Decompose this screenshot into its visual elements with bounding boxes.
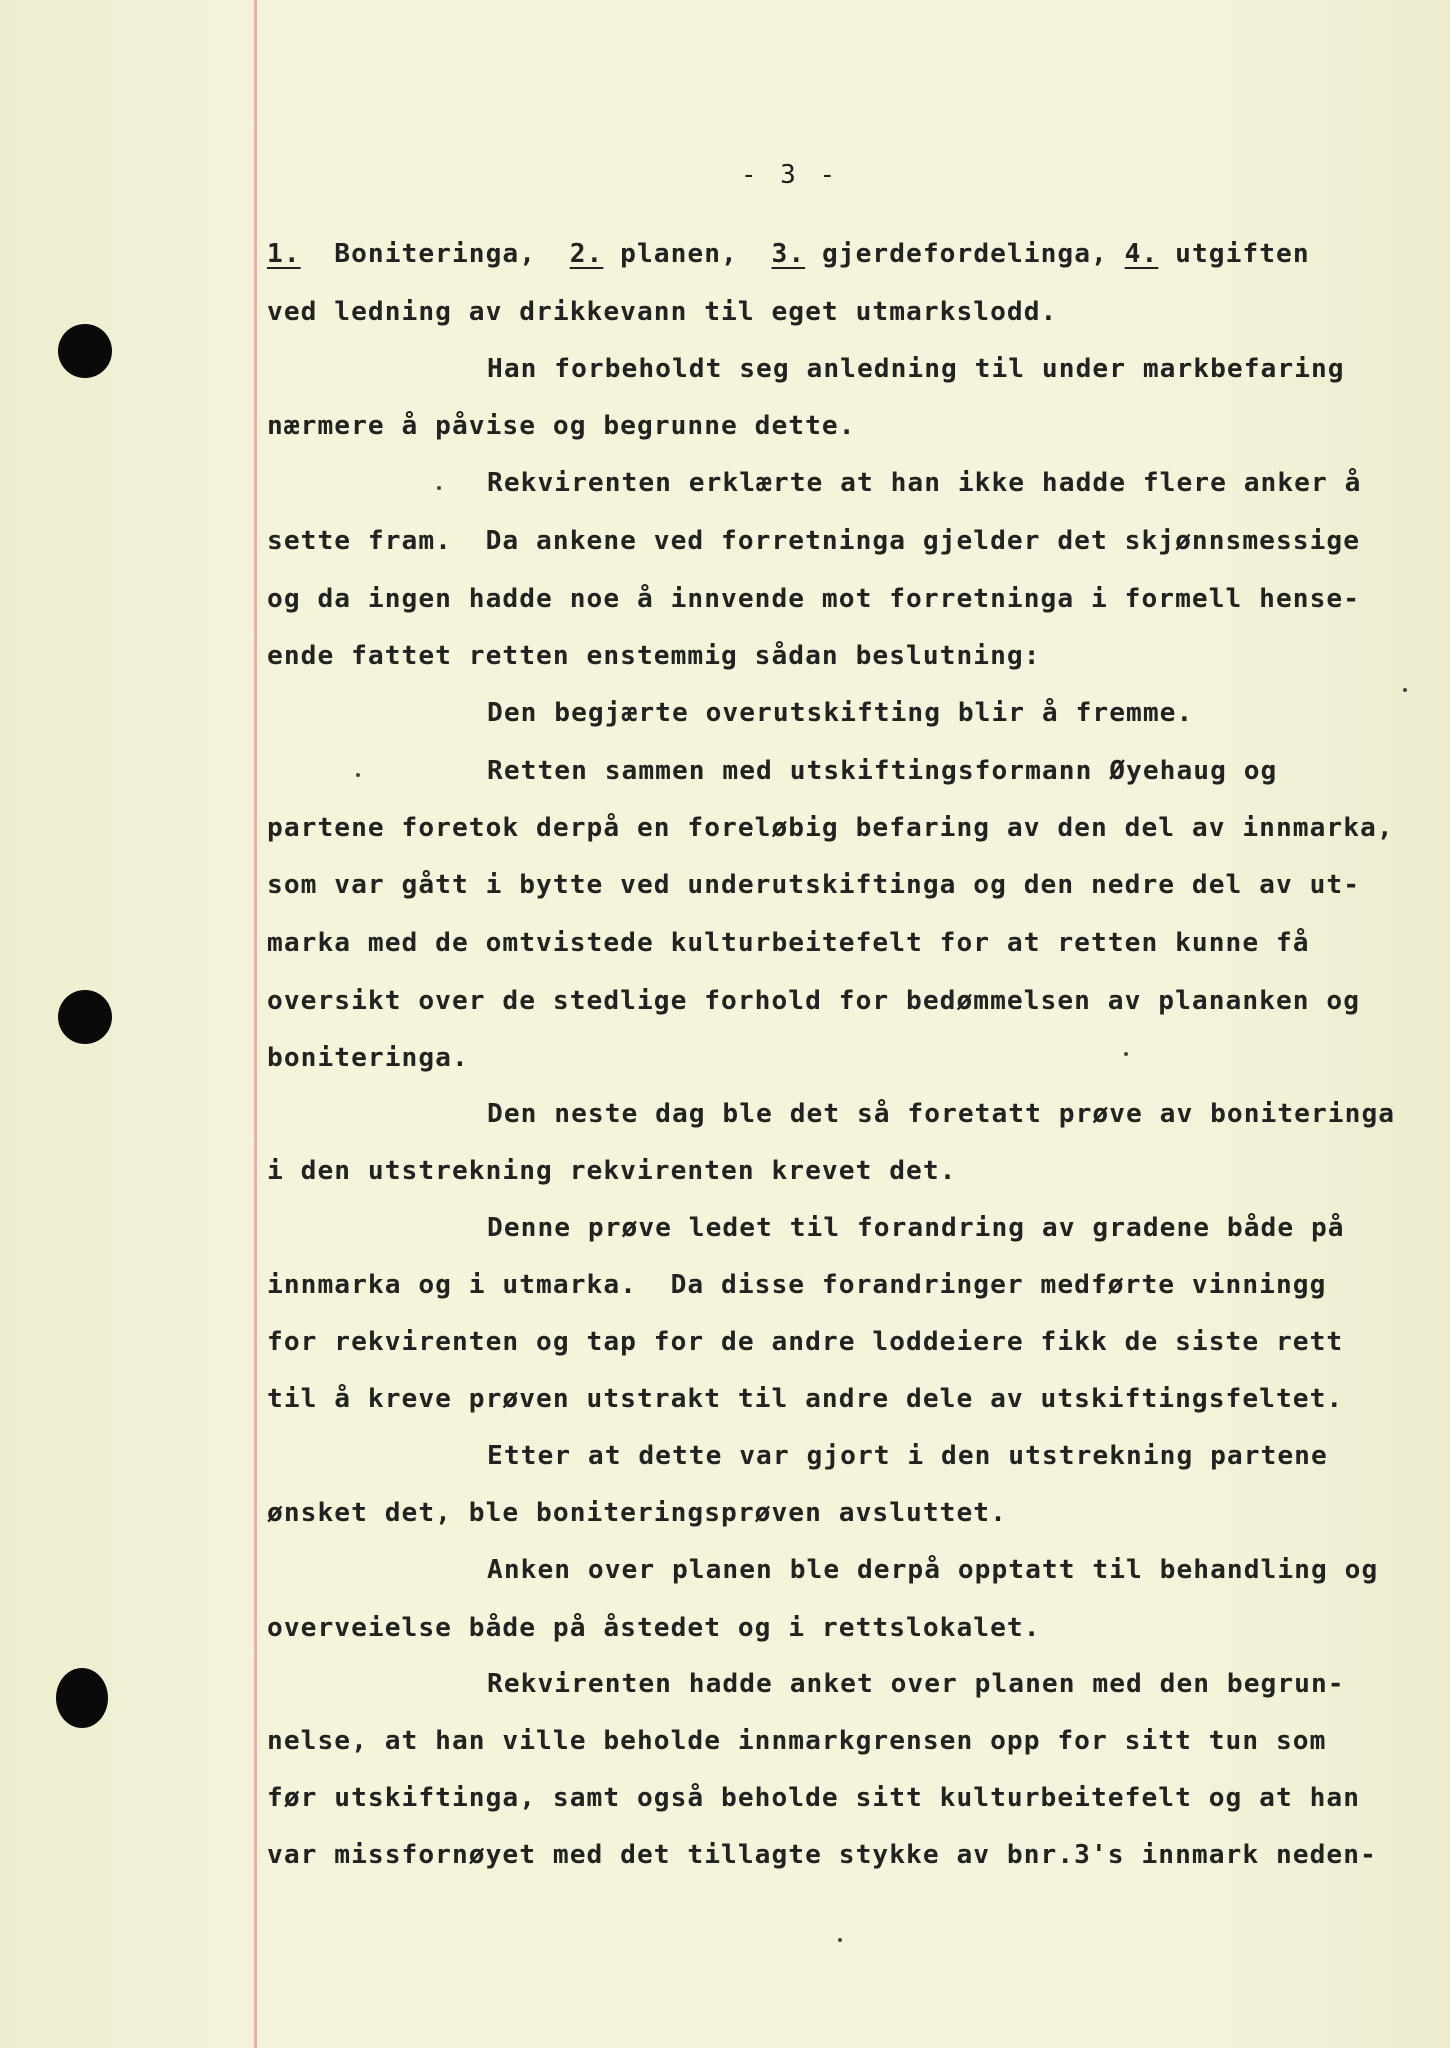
- text-line-25: overveielse både på åstedet og i rettslokalet.: [267, 1613, 1041, 1643]
- text-line-24: Anken over planen ble derpå opptatt til behandling og: [487, 1555, 1379, 1585]
- text-line-17: i den utstrekning rekvirenten krevet det.: [267, 1156, 957, 1186]
- text-line-5: Rekvirenten erklærte at han ikke hadde flere anker å: [487, 468, 1362, 498]
- item-number-4: 4.: [1124, 239, 1159, 269]
- text-line-27: nelse, at han ville beholde innmarkgrensen opp for sitt tun som: [267, 1726, 1327, 1756]
- item-number-1: 1.: [267, 239, 301, 269]
- text-line-20: for rekvirenten og tap for de andre loddeiere fikk de siste rett: [267, 1327, 1344, 1357]
- text-line-7: og da ingen hadde noe å innvende mot forretninga i formell hense-: [267, 584, 1361, 614]
- text-line-9: Den begjærte overutskifting blir å fremme.: [487, 698, 1194, 728]
- text-line-10: Retten sammen med utskiftingsformann Øyehaug og: [487, 756, 1278, 786]
- text-line-19: innmarka og i utmarka. Da disse forandringer medførte vinningg: [267, 1270, 1327, 1300]
- text-line-6: sette fram. Da ankene ved forretninga gjelder det skjønnsmessige: [267, 526, 1361, 556]
- text-line-12: som var gått i bytte ved underutskiftinga og den nedre del av ut-: [267, 870, 1361, 900]
- text-line-22: Etter at dette var gjort i den utstrekning partene: [487, 1441, 1328, 1471]
- text-line-4: nærmere å påvise og begrunne dette.: [267, 411, 856, 441]
- text-line-2: ved ledning av drikkevann til eget utmarkslodd.: [267, 297, 1058, 327]
- item-number-3: 3.: [771, 239, 806, 269]
- text-line-15: boniteringa.: [267, 1043, 469, 1073]
- punch-hole-top: [58, 324, 112, 378]
- item-text-3: gjerdefordelinga,: [805, 239, 1125, 269]
- paper-speck: [437, 486, 441, 490]
- punch-hole-bottom: [56, 1668, 108, 1728]
- paper-speck: [1403, 688, 1407, 692]
- item-number-2: 2.: [569, 239, 604, 269]
- text-line-1: [267, 237, 1310, 271]
- text-line-14: oversikt over de stedlige forhold for bedømmelsen av plananken og: [267, 986, 1361, 1016]
- text-line-13: marka med de omtvistede kulturbeitefelt for at retten kunne få: [267, 928, 1310, 958]
- text-line-29: var missfornøyet med det tillagte stykke av bnr.3's innmark neden-: [267, 1840, 1377, 1870]
- text-line-16: Den neste dag ble det så foretatt prøve av boniteringa: [487, 1099, 1396, 1129]
- paper-speck: [356, 773, 360, 777]
- punch-hole-middle: [58, 990, 112, 1044]
- paper-speck: [1124, 1052, 1128, 1056]
- text-line-23: ønsket det, ble boniteringsprøven avsluttet.: [267, 1498, 1007, 1528]
- text-line-8: ende fattet retten enstemmig sådan beslutning:: [267, 641, 1041, 671]
- text-line-11: partene foretok derpå en foreløbig befaring av den del av innmarka,: [267, 813, 1394, 843]
- item-text-1: Boniteringa,: [300, 239, 570, 269]
- text-line-26: Rekvirenten hadde anket over planen med den begrun-: [487, 1669, 1345, 1699]
- margin-rule: [254, 0, 257, 2048]
- paper-speck: [838, 1938, 842, 1942]
- text-line-28: før utskiftinga, samt også beholde sitt kulturbeitefelt og at han: [267, 1783, 1361, 1813]
- text-line-3: Han forbeholdt seg anledning til under markbefaring: [487, 354, 1345, 384]
- page-number: - 3 -: [740, 160, 840, 190]
- text-line-18: Denne prøve ledet til forandring av gradene både på: [487, 1213, 1345, 1243]
- text-line-21: til å kreve prøven utstrakt til andre dele av utskiftingsfeltet.: [267, 1384, 1344, 1414]
- item-text-4: utgiften: [1158, 239, 1310, 269]
- item-text-2: planen,: [603, 239, 772, 269]
